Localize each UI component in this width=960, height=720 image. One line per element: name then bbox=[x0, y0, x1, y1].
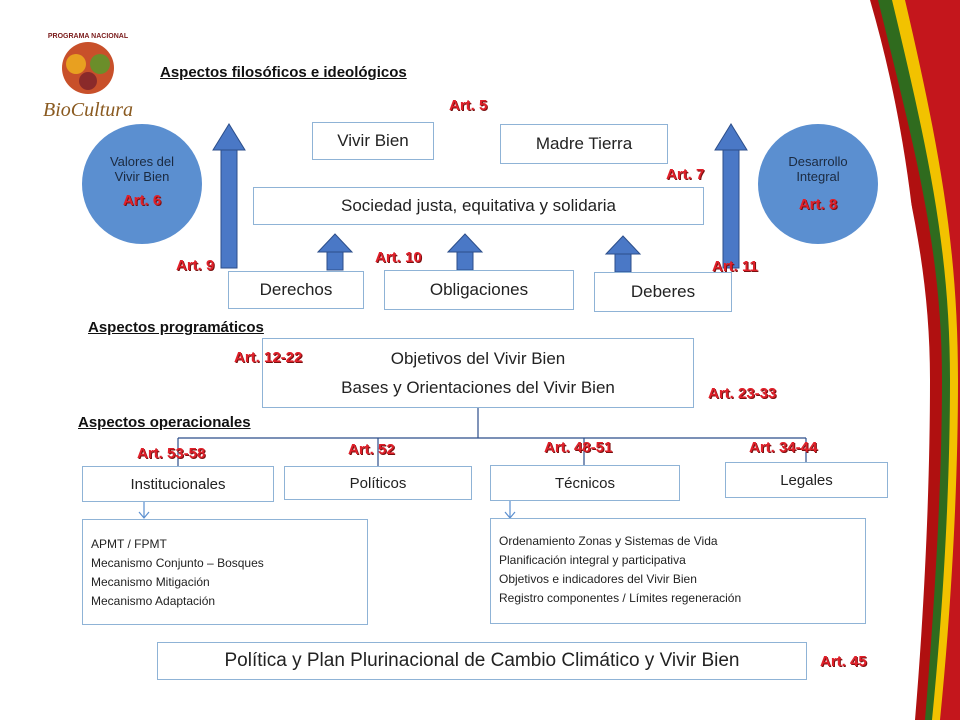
circle-right-line2: Integral bbox=[796, 168, 840, 184]
box-deberes: Deberes bbox=[594, 272, 732, 312]
logo-top-text: PROGRAMA NACIONAL bbox=[47, 33, 129, 40]
circle-left-line1: Valores del bbox=[109, 153, 175, 169]
short-arrow-deberes-icon bbox=[606, 236, 640, 272]
short-arrow-obligaciones-icon bbox=[448, 234, 482, 270]
tree-connector-lines bbox=[178, 407, 806, 466]
box-madre-tierra: Madre Tierra bbox=[500, 124, 668, 164]
objetivos-line2: Bases y Orientaciones del Vivir Bien bbox=[341, 378, 615, 397]
box-tecnicos: Técnicos bbox=[490, 465, 680, 501]
box-legales: Legales bbox=[725, 462, 888, 498]
list-tecnico bbox=[490, 518, 866, 624]
list-item: Ordenamiento Zonas y Sistemas de Vida bbox=[499, 534, 718, 548]
tall-arrow-left-icon bbox=[213, 124, 245, 268]
art-9-label: Art. 9 bbox=[176, 257, 215, 274]
list-institucional bbox=[82, 519, 368, 625]
tall-arrow-right-icon bbox=[715, 124, 747, 268]
circle-left-line2: Vivir Bien bbox=[114, 168, 170, 184]
art-45-label: Art. 45 bbox=[820, 653, 867, 670]
circle-valores-vivir-bien bbox=[82, 124, 202, 244]
heading-programmatic: Aspectos programáticos bbox=[88, 319, 264, 336]
box-politicos: Políticos bbox=[284, 466, 472, 500]
heading-philosophical: Aspectos filosóficos e ideológicos bbox=[160, 64, 407, 81]
art-7-label: Art. 7 bbox=[666, 166, 705, 183]
art-10-label: Art. 10 bbox=[375, 249, 422, 266]
objetivos-line1: Objetivos del Vivir Bien bbox=[390, 349, 566, 368]
box-institucionales: Institucionales bbox=[82, 466, 274, 502]
box-objetivos-vivir-bien bbox=[262, 338, 694, 408]
box-sociedad-justa: Sociedad justa, equitativa y solidaria bbox=[253, 187, 704, 225]
art-5-label: Art. 5 bbox=[449, 97, 488, 114]
box-vivir-bien: Vivir Bien bbox=[312, 122, 434, 160]
art-23-33-label: Art. 23-33 bbox=[708, 385, 777, 402]
list-item: Objetivos e indicadores del Vivir Bien bbox=[499, 572, 697, 586]
art-53-58-label: Art. 53-58 bbox=[137, 445, 206, 462]
down-arrow-tecnico-icon bbox=[505, 501, 515, 518]
art-34-44-label: Art. 34-44 bbox=[749, 439, 818, 456]
art-11-label: Art. 11 bbox=[712, 258, 758, 275]
list-item: Mecanismo Conjunto – Bosques bbox=[91, 556, 264, 570]
box-obligaciones: Obligaciones bbox=[384, 270, 574, 310]
logo-name-text: BioCultura bbox=[42, 99, 134, 121]
art-48-51-label: Art. 48-51 bbox=[544, 439, 613, 456]
list-item: Mecanismo Mitigación bbox=[91, 575, 210, 589]
art-8-label: Art. 8 bbox=[798, 195, 838, 213]
short-arrow-derechos-icon bbox=[318, 234, 352, 270]
list-item: Mecanismo Adaptación bbox=[91, 594, 216, 608]
list-item: APMT / FPMT bbox=[91, 537, 167, 551]
art-6-label: Art. 6 bbox=[122, 191, 162, 209]
list-item: Planificación integral y participativa bbox=[499, 553, 686, 567]
down-arrow-institucional-icon bbox=[139, 501, 149, 518]
box-politica-plan-plurinacional: Política y Plan Plurinacional de Cambio Climático y Vivir Bien bbox=[157, 642, 807, 680]
box-derechos: Derechos bbox=[228, 271, 364, 309]
heading-operational: Aspectos operacionales bbox=[78, 414, 251, 431]
circle-right-line1: Desarrollo bbox=[788, 153, 848, 169]
art-52-label: Art. 52 bbox=[348, 441, 395, 458]
list-item: Registro componentes / Límites regeneración bbox=[499, 591, 742, 605]
art-12-22-label: Art. 12-22 bbox=[234, 349, 303, 366]
circle-desarrollo-integral bbox=[758, 124, 878, 244]
